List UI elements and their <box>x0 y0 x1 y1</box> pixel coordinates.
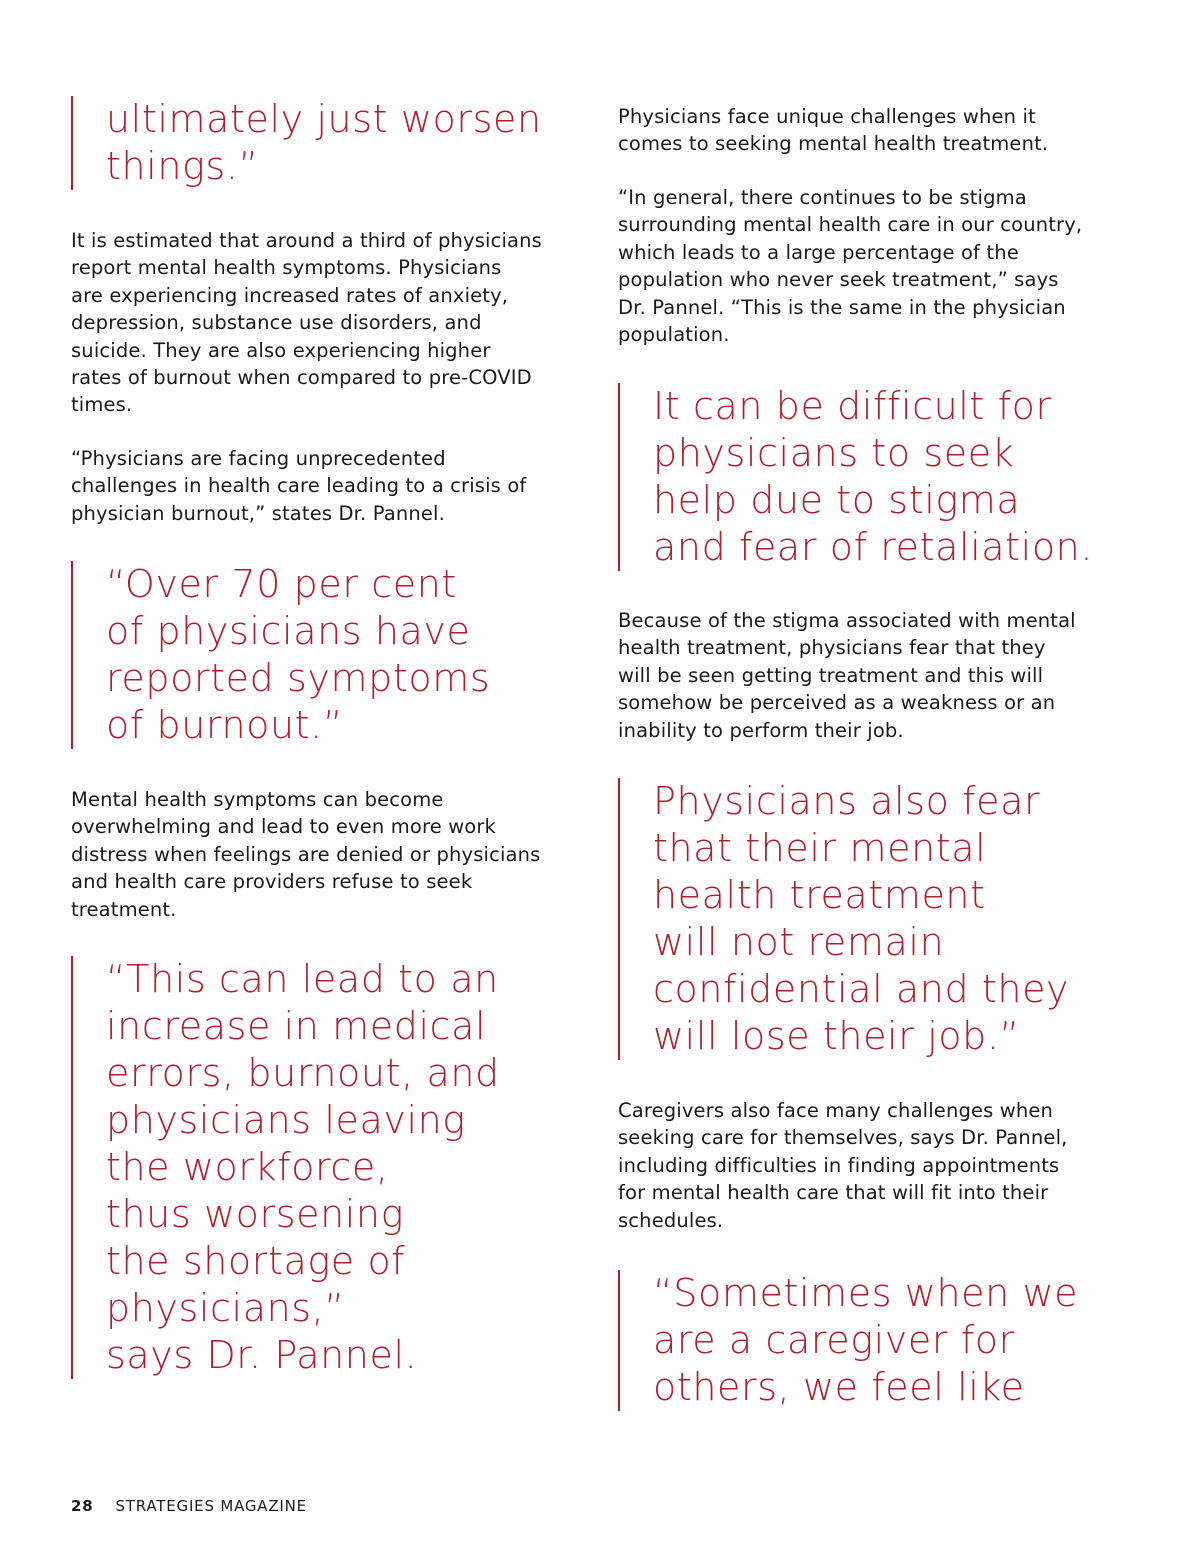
body-paragraph: “In general, there continues to be stigma surrounding mental health care in our country, which leads to a large percentage of the population who never seek treatment,” says Dr. Pannel. “This is the same in the physician population. <box>618 186 1083 347</box>
pull-quote: “This can lead to an increase in medical errors, burnout, and physicians leaving the workforce, thus worsening the shortage of physicians,” says Dr. Pannel. <box>71 956 581 1379</box>
pull-quote: It can be difficult for physicians to seek help due to stigma and fear of retaliation. <box>618 383 1123 571</box>
publication-name: STRATEGIES MAGAZINE <box>115 1497 307 1515</box>
pull-quote: “Over 70 per cent of physicians have reported symptoms of burnout.” <box>71 561 581 749</box>
page-footer <box>71 1497 307 1515</box>
body-paragraph: It is estimated that around a third of physicians report mental health symptoms. Physicians are experiencing increased rates of anxiety, depression, substance use disorders, and suicide. They are also experiencing higher rates of burnout when compared to pre-COVID times. <box>71 229 542 417</box>
pull-quote: Physicians also fear that their mental health treatment will not remain confidential and they will lose their job.” <box>618 778 1123 1060</box>
body-paragraph: Because of the stigma associated with mental health treatment, physicians fear that they will be seen getting treatment and this will somehow be perceived as a weakness or an inability to perform their job. <box>618 609 1076 742</box>
body-paragraph: Caregivers also face many challenges when seeking care for themselves, says Dr. Pannel, including difficulties in finding appointments for mental health care that will fit into their schedules. <box>618 1099 1068 1232</box>
pull-quote: “Sometimes when we are a caregiver for others, we feel like <box>618 1270 1123 1411</box>
body-paragraph: “Physicians are facing unprecedented challenges in health care leading to a crisis of physician burnout,” states Dr. Pannel. <box>71 447 527 525</box>
pull-quote: ultimately just worsen things.” <box>71 96 581 190</box>
body-paragraph: Mental health symptoms can become overwhelming and lead to even more work distress when feelings are denied or physicians and health care providers refuse to seek treatment. <box>71 788 541 921</box>
page-number: 28 <box>71 1497 94 1515</box>
body-paragraph: Physicians face unique challenges when it comes to seeking mental health treatment. <box>618 105 1049 156</box>
